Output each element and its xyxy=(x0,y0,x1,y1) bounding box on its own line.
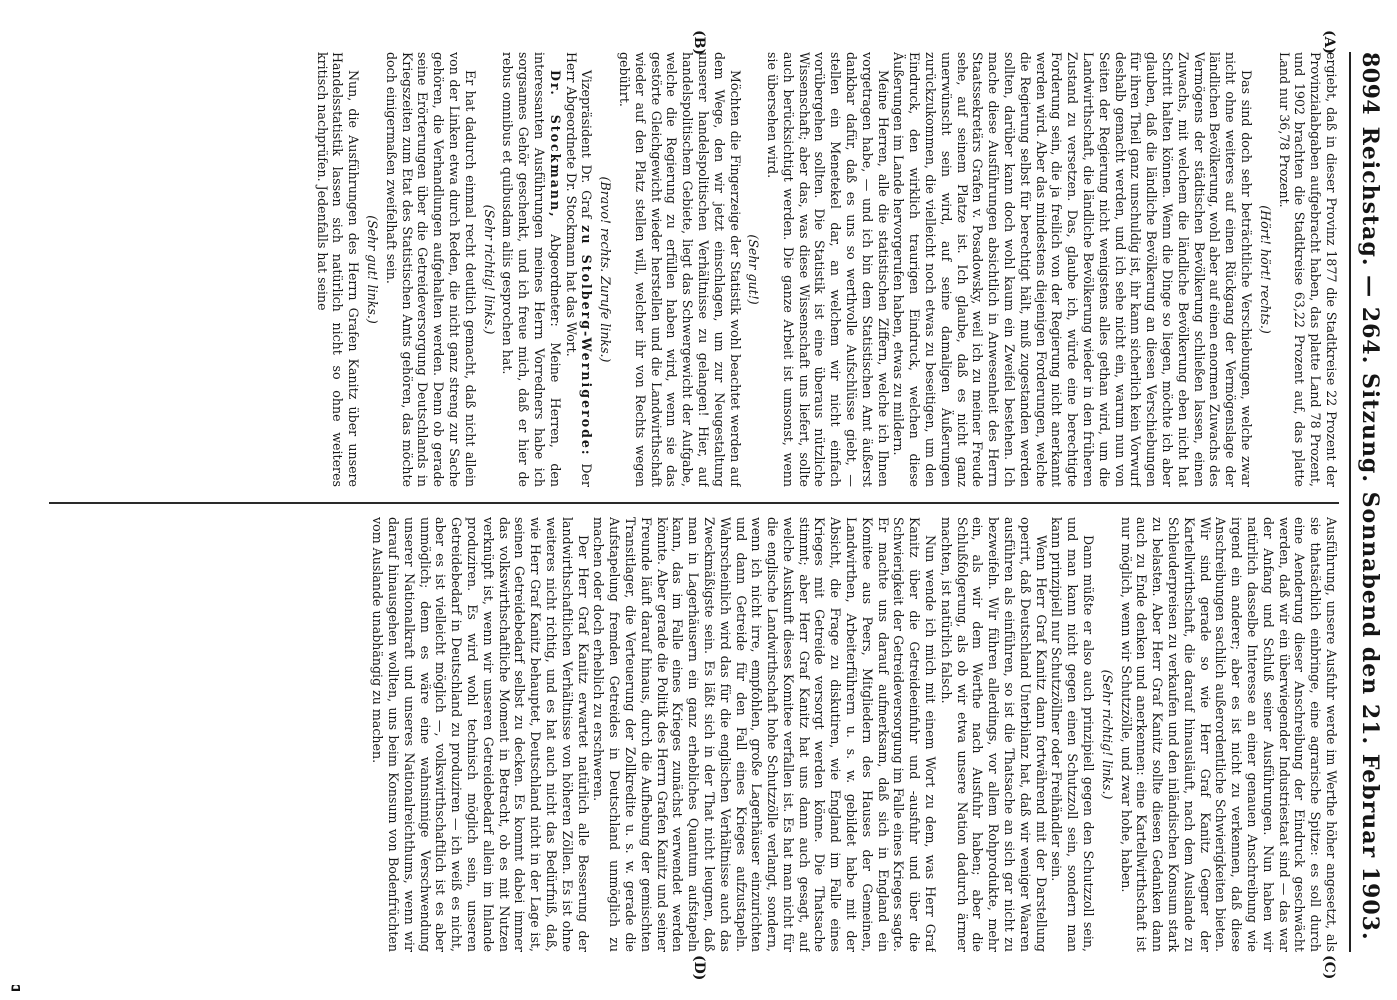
interjection: (Sehr richtig! links.) xyxy=(1099,669,1115,800)
page-title: Reichstag. — 264. Sitzung. Sonnabend den 21. Februar 1903. xyxy=(1357,126,1383,941)
interjection: (Hört! hört! rechts.) xyxy=(1257,205,1273,334)
paragraph: Dann müßte er also auch prinzipiell gegen den Schutzzoll sein, und man kann nicht gegen einen Schutzzoll sein, sondern man kann prinzipiell nur Schutzzöllner oder Freihändler sein. xyxy=(1049,517,1097,952)
speaker-paragraph xyxy=(500,52,563,487)
page-number: 8094 xyxy=(1357,52,1383,116)
speaker-name: Dr. Stockmann, xyxy=(547,70,563,219)
page-header xyxy=(1353,52,1387,952)
paragraph: Meine Herren, alle die statistischen Ziffern, welche ich Ihnen vorgetragen habe, — und ich bin dem Statistischen Amt äußerst dankbar dafür, daß es uns so werthvolle Aufschlüsse giebt, — stellen ein Menetekel dar, an welchem wir nicht einfach vorübergehen sollten. Die Statistik ist eine überaus nützliche Wissenschaft; aber das, was diese Wissenschaft uns liefert, sollte auch berücksichtigt werden. Die ganze Arbeit ist umsonst, wenn sie übersehen wird. xyxy=(765,52,891,487)
paragraph: Wenn Herr Graf Kanitz dann fortwährend mit der Darstellung operirt, daß Deutschland Unterbilanz hat, daß wir weniger Waaren ausführen als einführen, so ist die Thatsache an sich gar nicht zu bezweifeln. Wir führen allerdings, vor allem Rohprodukte, mehr ein, als wir dem Werthe nach Ausfuhr haben; aber die Schlußfolgerung, als ob wir etwa unsere Nation dadurch ärmer machten, ist natürlich falsch. xyxy=(938,517,1049,952)
margin-marker-b: (B) xyxy=(691,30,707,56)
paragraph: Der Herr Graf Kanitz erwartet natürlich alle Besserung der landwirthschaftlichen Verhältnisse von höheren Zöllen. Es ist ohne weiteres nicht richtig, und es hat auch nicht das Bedürfniß, daß, wie Herr Graf Kanitz behauptet, Deutschland nicht in der Lage ist, seinen Getreidebedarf selbst zu decken. Es kommt dabei immer das volkswirthschaftliche Moment in Betracht, ob es mit Nutzen verknüpft ist, wenn wir unseren Getreidebedarf allein im Inlande produziren. Es wird wohl technisch möglich sein, unseren Getreidebedarf in Deutschland zu produziren — ich weiß es nicht, aber es ist vielleicht möglich —, volkswirthschaftlich ist es aber unmöglich; denn es wäre eine wahnsinnige Verschwendung unserer Nationalkraft und unseres Nationalreichthums, wenn wir darauf hinausgehen wollten, uns beim Konsum von Bodenfrüchten vom Auslande unabhängig zu machen. xyxy=(370,517,591,952)
interjection: (Sehr richtig! links.) xyxy=(481,204,497,335)
paragraph: Nun wende ich mich mit einem Wort zu dem, was Herr Graf Kanitz über die Getreideeinfuhr und -ausfuhr und über die Schwierigkeit der Getreideversorgung im Falle eines Krieges sagte. Er machte uns darauf aufmerksam, daß sich in England ein Komitee aus Peers, Mitgliedern des Hauses der Gemeinen, Landwirthen, Arbeiterführern u. s. w. gebildet habe mit der Absicht, die Frage zu diskutiren, wie England im Falle eines Krieges mit Getreide versorgt werden könne. Die Thatsache stimmt; aber Herr Graf Kanitz hat uns dann auch gesagt, auf welche Auskunft dieses Komitee verfallen ist. Es hat man nicht für die englische Landwirthschaft hohe Schutzzölle verlangt, sondern, wenn ich nicht irre, empfohlen, große Lagerhäuser einzurichten und dann Getreide für den Fall eines Krieges aufzustapeln. Wahrscheinlich wird das für die englischen Verhältnisse auch das Zweckmäßigste sein. Es läßt sich in der That nicht leugnen, daß man in Lagerhäusern ein ganz erhebliches Quantum aufstapeln kann, das im Falle eines Krieges zunächst verwendet werden könnte. Aber gerade die Politik des Herrn Grafen Kanitz und seiner Freunde läuft darauf hinaus, durch die Aufhebung der gemischten Transitlager, die Verteuerung der Zollkredite u. s. w. gerade die Aufstapelung fremden Getreides in Deutschland unmöglich zu machen oder doch erheblich zu erschweren. xyxy=(591,517,939,952)
interjection: (Sehr gut! links.) xyxy=(364,215,380,324)
paragraph: Er hat dadurch einmal recht deutlich gemacht, daß nicht allein von der Linken etwa durch Reden, die nicht ganz streng zur Sache gehören, die Verhandlungen aufgehalten werden. Denn ob gerade seine Erörterungen über die Getreideversorgung Deutschlands in Kriegszeiten zum Etat des Statistischen Amts gehören, das möchte doch einigermaßen zweifelhaft sein. xyxy=(383,52,478,487)
column-divider xyxy=(49,502,1339,504)
left-column xyxy=(49,52,1339,487)
margin-marker-a: (A) xyxy=(1321,30,1337,55)
paragraph: Ausführung, unsere Ausfuhr werde im Werthe höher angesetzt, als sie thatsächlich einbringe, eine agrarische Spitze: es soll durch eine Aenderung dieser Anschreibung der Eindruck geschwächt werden, daß wir ein überwiegender Industriestaat sind — das war der Anfang und Schluß seiner Ausführungen. Nun haben wir natürlich dasselbe Interesse an einer genauen Anschreibung wie irgend ein anderer; aber es ist nicht zu verkennen, daß diese Anschreibungen sachlich außerordentliche Schwierigkeiten bieten. Wir sind gerade so wie Herr Graf Kanitz Gegner der Kartellwirthschaft, die darauf hinausläuft, nach dem Auslande zu Schleuderpreisen zu verkaufen und den inländischen Konsum stark zu belasten. Aber Herr Graf Kanitz sollte diesen Gedanken dann auch zu Ende denken und anerkennen: eine Kartellwirthschaft ist nur möglich, wenn wir Schutzzölle, und zwar hohe, haben. xyxy=(1118,517,1339,952)
paragraph: Nun, die Ausführungen des Herrn Grafen Kanitz über unsere Handelsstatistik lassen sich natürlich nicht so ohne weiteres kritisch nachprüfen. Jedenfalls hat seine xyxy=(314,52,362,487)
speaker-text: Der Herr Abgeordnete Dr. Stockmann hat das Wort. xyxy=(563,52,595,487)
interjection: (Bravo! rechts. Zurufe links.) xyxy=(598,176,614,363)
paragraph: Das sind doch sehr beträchtliche Verschiebungen, welche zwar nicht ohne weiteres auf einen Rückgang der Vermögenslage der ländlichen Bevölkerung, wohl aber auf einen enormen Zuwachs des Vermögens der städtischen Bevölkerung schließen lassen, einen Zuwachs, mit welchem die ländliche Bevölkerung eben nicht hat Schritt halten können. Wenn die Dinge so liegen, möchte ich aber glauben, daß die ländliche Bevölkerung an diesen Verschiebungen für ihren Theil ganz unschuldig ist, ihr kann sicherlich kein Vorwurf deshalb gemacht werden, und ich sehe nicht ein, warum nun von Seiten der Regierung nicht wenigstens alles gethan wird, um die Landwirthschaft, die ländliche Bevölkerung wieder in den früheren Zustand zu versetzen. Das, glaube ich, würde eine berechtigte Forderung sein, die ja freilich von der Regierung nicht anerkannt werden wird. Aber das mindestens diejenigen Forderungen, welche die Regierung selbst für berechtigt hält, muß zugestanden werden sollten, darüber kann doch wohl kaum ein Zweifel bestehen. Ich mache diese Ausführungen absichtlich in Anwesenheit des Herrn Staatssekretärs Grafen v. Posadowsky, weil ich zu meiner Freude sehe, auf seinem Platze ist. Ich glaube, daß es nicht ganz unerwünscht sein wird, auf seine damaligen Äußerungen zurückzukommen, die vielleicht noch etwas zu beseitigen, um den Eindruck, den wirklich traurigen Eindruck, welchen diese Äußerungen im Lande hervorgerufen haben, etwas zu mildern. xyxy=(891,52,1255,487)
paragraph: Möchten die Fingerzeige der Statistik wohl beachtet werden auf dem Wege, den wir jetzt einschlagen, um zur Neugestaltung unserer handelspolitischen Verhältnisse zu gelangen! Hier, auf handelspolitischem Gebiete, liegt das Schwergewicht der Aufgabe, welche die Regierung zu erfüllen haben wird, wenn sie das gestörte Gleichgewicht wieder herstellen und die Landwirthschaft wieder auf den Platz stellen will, welcher ihr von Rechts wegen gebührt. xyxy=(616,52,743,487)
right-column xyxy=(49,517,1339,952)
speaker-paragraph xyxy=(563,52,595,487)
header-rule xyxy=(1349,52,1351,952)
margin-marker-c: (C) xyxy=(1321,955,1337,980)
speaker-name: zu Stolberg-Wernigerode: xyxy=(579,225,595,457)
speaker-label: Vizepräsident Dr. Graf xyxy=(579,70,595,219)
speaker-text: Abgeordneter: Meine Herren, den interessanten Ausführungen meines Herrn Vorredners habe ich sorgsames Gehör geschenkt, und ich freue mich, daß er hier de rebus omnibus et quibusdam aliis gesprochen hat. xyxy=(500,52,563,487)
paragraph: ergiebt, daß in dieser Provinz 1877 die Stadtkreise 22 Prozent der Provinzialabgaben aufgebracht haben, das platte Land 78 Prozent, und 1902 brachten die Stadtkreise 63,22 Prozent auf, das platte Land nur 36,78 Prozent. xyxy=(1276,52,1339,487)
margin-marker-d: (D) xyxy=(691,955,707,981)
interjection: (Sehr gut!) xyxy=(746,234,762,305)
